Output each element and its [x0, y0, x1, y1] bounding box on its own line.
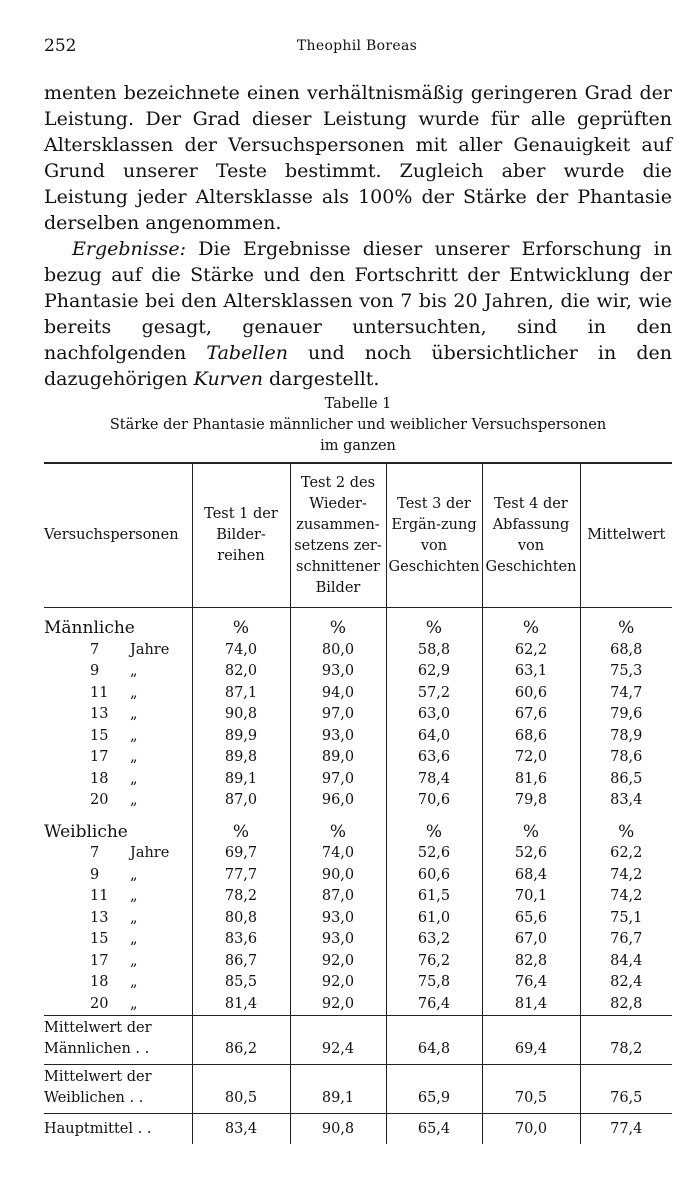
table-row: [44, 994, 672, 1016]
value-cell: 83,4: [580, 790, 672, 812]
value-cell: 75,1: [580, 908, 672, 930]
age-unit: „: [130, 888, 138, 904]
value-cell: 78,4: [386, 769, 482, 791]
value-cell: 90,8: [192, 704, 290, 726]
value-cell: 72,0: [482, 747, 580, 769]
age-unit: „: [130, 931, 138, 947]
age-value: 20: [90, 995, 109, 1012]
paragraph-2-text-c: dargestellt.: [262, 368, 380, 390]
age-cell: [44, 843, 192, 865]
percent-sign: %: [386, 608, 482, 640]
age-value: 7: [90, 845, 100, 861]
running-head: Theophil Boreas: [296, 38, 418, 54]
col-header-test-2: Test 2 des Wieder-zusammen-setzens zer-schnittener Bilder: [290, 463, 386, 608]
table-row: [44, 843, 672, 865]
table-row: [44, 908, 672, 930]
value-cell: 52,6: [482, 843, 580, 865]
value-cell: 94,0: [290, 683, 386, 705]
results-heading: Ergebnisse:: [72, 238, 186, 260]
value-cell: 74,7: [580, 683, 672, 705]
value-cell: 92,0: [290, 972, 386, 994]
table-row: [44, 812, 672, 844]
summary-label: [44, 1016, 192, 1065]
value-cell: 76,7: [580, 929, 672, 951]
summary-label-line-2: Männlichen . .: [44, 1041, 150, 1057]
table-row: [44, 769, 672, 791]
paragraph-2-text-a: Die Ergebnisse dieser unserer Erforschung in bezug auf die Stärke und den Fortschritt der Entwicklung der Phantasie bei den Altersklassen von 7 bis 20 Jahren, die wir, wie bereits gesagt, genauer untersuchten, sind in den nachfolgenden: [44, 238, 672, 364]
value-cell: 90,0: [290, 865, 386, 887]
age-value: 13: [90, 909, 109, 926]
age-cell: [44, 790, 192, 812]
table-subtitle: im ganzen: [320, 438, 396, 454]
value-cell: 87,0: [192, 790, 290, 812]
group-label: Weibliche: [44, 821, 128, 842]
value-cell: 61,5: [386, 886, 482, 908]
age-cell: [44, 640, 192, 662]
age-cell: [44, 994, 192, 1016]
main-mean-value: 90,8: [290, 1114, 386, 1145]
age-cell: [44, 726, 192, 748]
value-cell: 89,0: [290, 747, 386, 769]
age-unit: „: [130, 952, 138, 969]
value-cell: 97,0: [290, 704, 386, 726]
value-cell: 80,8: [192, 908, 290, 930]
percent-sign: %: [192, 812, 290, 844]
value-cell: 62,2: [580, 843, 672, 865]
age-cell: [44, 908, 192, 930]
summary-value: 69,4: [482, 1016, 580, 1065]
age-value: 9: [90, 663, 100, 679]
table-number: Tabelle 1: [324, 396, 392, 412]
percent-sign: %: [580, 608, 672, 640]
summary-value: 78,2: [580, 1016, 672, 1065]
value-cell: 67,6: [482, 704, 580, 726]
table-row: [44, 929, 672, 951]
col-header-test-1: Test 1 der Bilder-reihen: [192, 463, 290, 608]
age-value: 9: [90, 866, 100, 883]
results-table: [44, 462, 672, 1144]
paragraph-2-text-b: und noch übersichtlicher in den dazugehörigen: [44, 342, 672, 390]
value-cell: 63,0: [386, 704, 482, 726]
value-cell: 93,0: [290, 929, 386, 951]
percent-sign: %: [192, 608, 290, 640]
percent-sign: %: [290, 608, 386, 640]
age-unit: „: [130, 749, 138, 765]
value-cell: 83,6: [192, 929, 290, 951]
table-row: [44, 704, 672, 726]
summary-row: [44, 1016, 672, 1065]
main-mean-value: 83,4: [192, 1114, 290, 1145]
value-cell: 92,0: [290, 951, 386, 973]
age-value: 11: [90, 888, 109, 904]
age-value: 18: [90, 974, 109, 990]
table-row: [44, 886, 672, 908]
summary-row: [44, 1065, 672, 1114]
age-unit: „: [130, 727, 138, 744]
age-value: 17: [90, 749, 109, 765]
value-cell: 89,9: [192, 726, 290, 748]
value-cell: 79,6: [580, 704, 672, 726]
value-cell: 62,9: [386, 661, 482, 683]
age-value: 7: [90, 641, 100, 658]
age-unit: „: [130, 663, 138, 679]
value-cell: 62,2: [482, 640, 580, 662]
age-cell: [44, 769, 192, 791]
value-cell: 76,4: [482, 972, 580, 994]
value-cell: 74,2: [580, 886, 672, 908]
value-cell: 97,0: [290, 769, 386, 791]
summary-value: 86,2: [192, 1016, 290, 1065]
value-cell: 92,0: [290, 994, 386, 1016]
summary-value: 92,4: [290, 1016, 386, 1065]
table-row: [44, 661, 672, 683]
col-header-test-3: Test 3 der Ergän-zung von Geschichten: [386, 463, 482, 608]
value-cell: 82,8: [482, 951, 580, 973]
summary-value: 89,1: [290, 1065, 386, 1114]
age-cell: [44, 886, 192, 908]
age-value: 11: [90, 684, 109, 701]
value-cell: 87,1: [192, 683, 290, 705]
age-unit: Jahre: [130, 845, 170, 861]
group-label: Männliche: [44, 618, 135, 638]
age-unit: „: [130, 974, 138, 990]
value-cell: 61,0: [386, 908, 482, 930]
summary-value: 64,8: [386, 1016, 482, 1065]
value-cell: 70,6: [386, 790, 482, 812]
page-header: [44, 36, 670, 62]
age-unit: „: [130, 706, 138, 722]
age-value: 17: [90, 952, 109, 969]
value-cell: 58,8: [386, 640, 482, 662]
value-cell: 52,6: [386, 843, 482, 865]
value-cell: 82,4: [580, 972, 672, 994]
age-unit: „: [130, 770, 138, 787]
age-cell: [44, 929, 192, 951]
age-value: 15: [90, 727, 109, 744]
col-header-subjects: Versuchspersonen: [44, 463, 192, 608]
percent-sign: %: [290, 812, 386, 844]
value-cell: 82,8: [580, 994, 672, 1016]
tables-emphasis: Tabellen: [206, 342, 288, 364]
value-cell: 70,1: [482, 886, 580, 908]
table-caption: [44, 394, 672, 457]
table-title: Stärke der Phantasie männlicher und weiblicher Versuchspersonen: [109, 417, 607, 433]
page-number: 252: [44, 36, 77, 56]
value-cell: 78,9: [580, 726, 672, 748]
value-cell: 86,5: [580, 769, 672, 791]
percent-sign: %: [482, 812, 580, 844]
col-header-mean: Mittelwert: [580, 463, 672, 608]
age-value: 20: [90, 792, 109, 808]
table-row: [44, 865, 672, 887]
value-cell: 76,2: [386, 951, 482, 973]
value-cell: 75,8: [386, 972, 482, 994]
percent-sign: %: [482, 608, 580, 640]
age-unit: „: [130, 866, 138, 883]
summary-label-line-2: Weiblichen . .: [44, 1090, 144, 1106]
table-row: [44, 608, 672, 640]
age-value: 13: [90, 706, 109, 722]
value-cell: 87,0: [290, 886, 386, 908]
value-cell: 60,6: [386, 865, 482, 887]
age-cell: [44, 951, 192, 973]
table-row: [44, 726, 672, 748]
value-cell: 89,1: [192, 769, 290, 791]
value-cell: 74,0: [290, 843, 386, 865]
paragraph-1: menten bezeichnete einen verhältnismäßig geringeren Grad der Leistung. Der Grad dieser Leistung wurde für alle geprüften Altersklassen der Versuchspersonen mit aller Genauigkeit auf Grund unserer Teste bestimmt. Zugleich aber wurde die Leistung jeder Altersklasse als 100% der Stärke der Phantasie derselben angenommen.: [44, 82, 672, 234]
paragraph-2: [44, 236, 672, 392]
main-mean-label: Hauptmittel . .: [44, 1114, 192, 1145]
table-row: [44, 747, 672, 769]
age-cell: [44, 661, 192, 683]
value-cell: 57,2: [386, 683, 482, 705]
value-cell: 81,6: [482, 769, 580, 791]
value-cell: 68,8: [580, 640, 672, 662]
col-header-test-4: Test 4 der Abfassung von Geschichten: [482, 463, 580, 608]
table-row: [44, 790, 672, 812]
value-cell: 81,4: [482, 994, 580, 1016]
age-value: 18: [90, 770, 109, 787]
summary-value: 70,5: [482, 1065, 580, 1114]
value-cell: 93,0: [290, 726, 386, 748]
age-unit: „: [130, 995, 138, 1012]
main-mean-value: 70,0: [482, 1114, 580, 1145]
value-cell: 82,0: [192, 661, 290, 683]
value-cell: 78,2: [192, 886, 290, 908]
value-cell: 69,7: [192, 843, 290, 865]
value-cell: 77,7: [192, 865, 290, 887]
table-row: [44, 972, 672, 994]
value-cell: 84,4: [580, 951, 672, 973]
main-mean-row: [44, 1114, 672, 1145]
value-cell: 68,6: [482, 726, 580, 748]
table-row: [44, 951, 672, 973]
value-cell: 63,1: [482, 661, 580, 683]
age-value: 15: [90, 931, 109, 947]
value-cell: 68,4: [482, 865, 580, 887]
age-cell: [44, 972, 192, 994]
value-cell: 81,4: [192, 994, 290, 1016]
summary-value: 65,9: [386, 1065, 482, 1114]
value-cell: 93,0: [290, 661, 386, 683]
value-cell: 76,4: [386, 994, 482, 1016]
value-cell: 75,3: [580, 661, 672, 683]
value-cell: 89,8: [192, 747, 290, 769]
value-cell: 93,0: [290, 908, 386, 930]
curves-emphasis: Kurven: [193, 368, 263, 390]
age-cell: [44, 865, 192, 887]
main-mean-value: 65,4: [386, 1114, 482, 1145]
value-cell: 78,6: [580, 747, 672, 769]
value-cell: 79,8: [482, 790, 580, 812]
percent-sign: %: [386, 812, 482, 844]
age-cell: [44, 747, 192, 769]
value-cell: 85,5: [192, 972, 290, 994]
age-cell: [44, 704, 192, 726]
age-unit: Jahre: [130, 641, 170, 658]
value-cell: 65,6: [482, 908, 580, 930]
value-cell: 74,0: [192, 640, 290, 662]
value-cell: 63,6: [386, 747, 482, 769]
body-text: [44, 80, 672, 392]
age-cell: [44, 683, 192, 705]
summary-value: 76,5: [580, 1065, 672, 1114]
age-unit: „: [130, 684, 138, 701]
age-unit: „: [130, 792, 138, 808]
value-cell: 63,2: [386, 929, 482, 951]
value-cell: 80,0: [290, 640, 386, 662]
value-cell: 64,0: [386, 726, 482, 748]
percent-sign: %: [580, 812, 672, 844]
table-row: [44, 683, 672, 705]
main-mean-value: 77,4: [580, 1114, 672, 1145]
summary-label: [44, 1065, 192, 1114]
value-cell: 74,2: [580, 865, 672, 887]
table-header-row: [44, 463, 672, 608]
summary-label-line-1: Mittelwert der: [44, 1069, 152, 1085]
age-unit: „: [130, 909, 138, 926]
summary-label-line-1: Mittelwert der: [44, 1020, 152, 1036]
summary-value: 80,5: [192, 1065, 290, 1114]
table-row: [44, 640, 672, 662]
value-cell: 60,6: [482, 683, 580, 705]
value-cell: 86,7: [192, 951, 290, 973]
value-cell: 96,0: [290, 790, 386, 812]
value-cell: 67,0: [482, 929, 580, 951]
